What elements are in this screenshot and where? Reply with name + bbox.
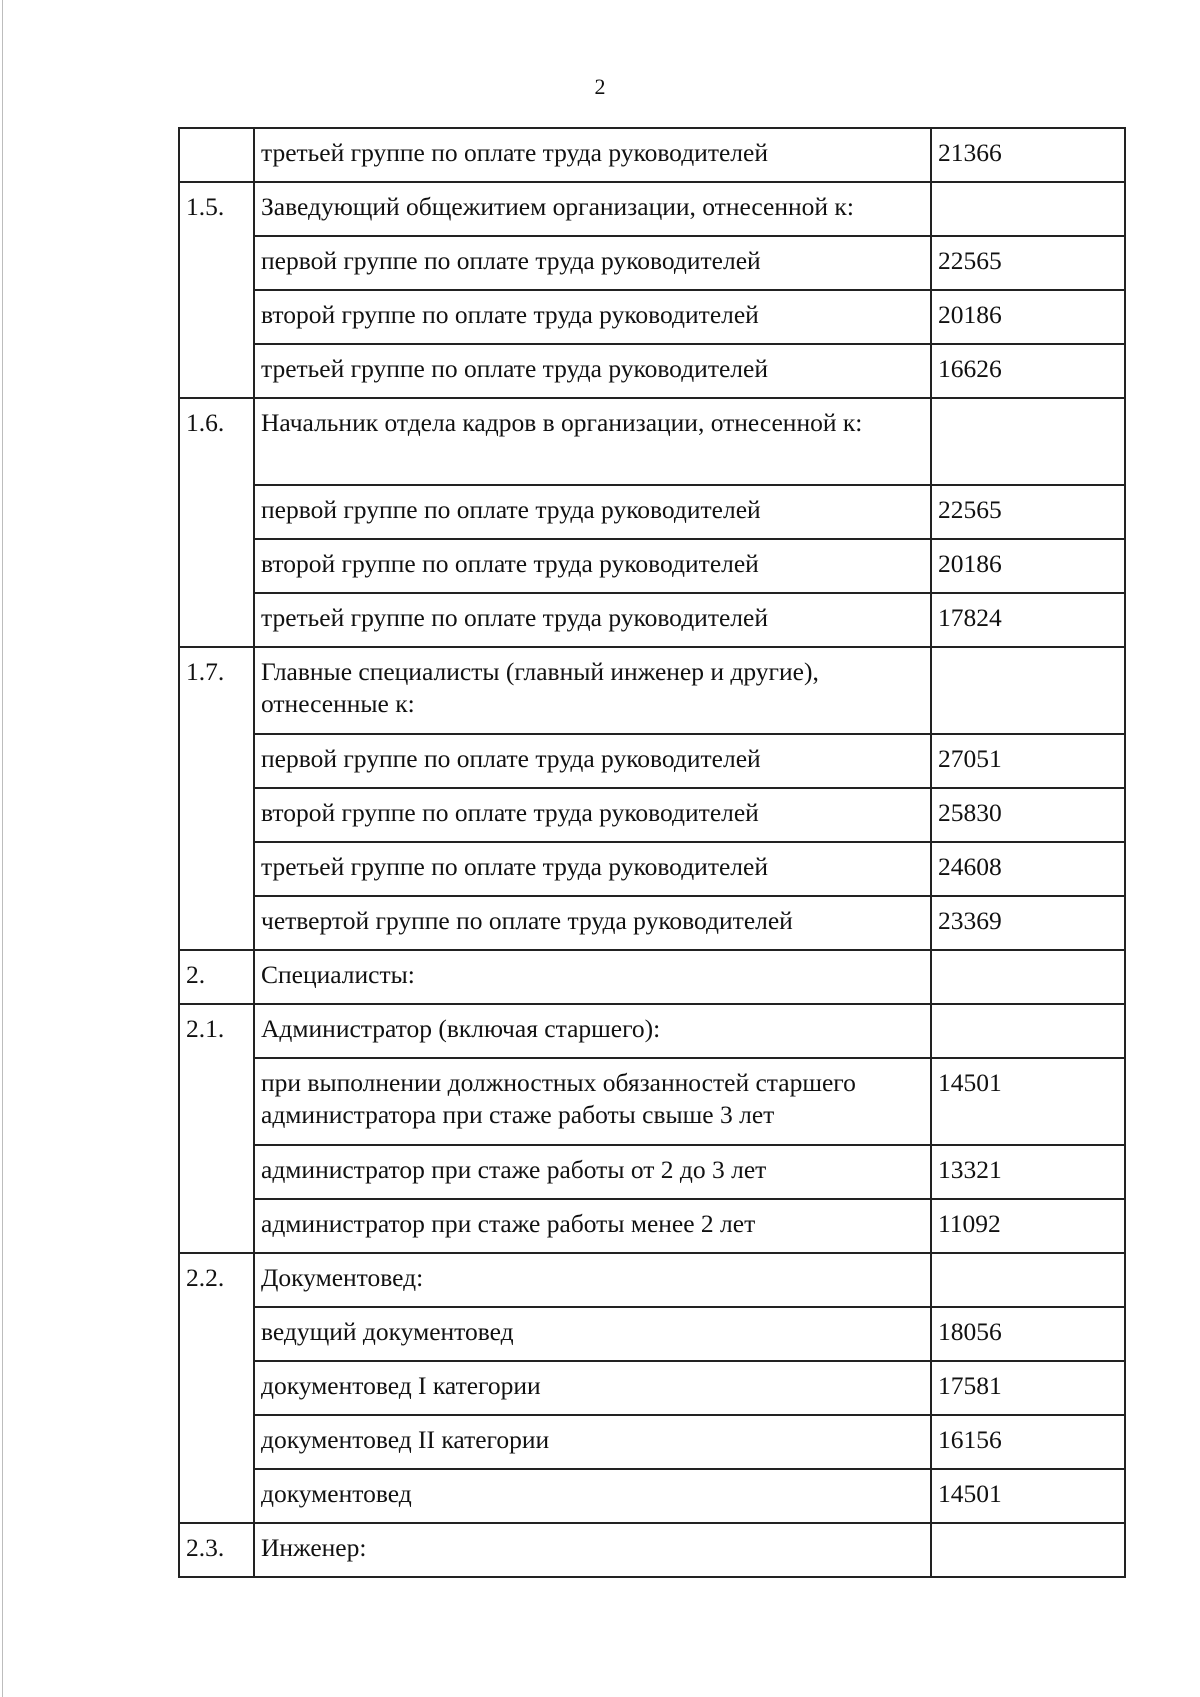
row-salary-cell: 27051 [931,734,1125,788]
table-row [179,734,1125,788]
row-description-cell: третьей группе по оплате труда руководителей [254,842,931,896]
row-description-cell: второй группе по оплате труда руководителей [254,290,931,344]
row-number-cell [179,128,254,182]
row-description-cell: Заведующий общежитием организации, отнесенной к: [254,182,931,236]
salary-table [178,127,1126,1578]
row-description-cell: второй группе по оплате труда руководителей [254,539,931,593]
row-description-cell: Главные специалисты (главный инженер и другие), отнесенные к: [254,647,931,734]
table-row [179,1145,1125,1199]
table-row [179,950,1125,1004]
row-description-cell: Специалисты: [254,950,931,1004]
table-row [179,647,1125,734]
row-number-cell: 2. [179,950,254,1004]
row-description-cell: Администратор (включая старшего): [254,1004,931,1058]
row-description-cell: первой группе по оплате труда руководителей [254,236,931,290]
row-salary-cell [931,182,1125,236]
table-row [179,485,1125,539]
table-row [179,1253,1125,1307]
row-description-cell: документовед [254,1469,931,1523]
row-number-cell: 1.6. [179,398,254,647]
row-description-cell: ведущий документовед [254,1307,931,1361]
row-number-cell: 2.2. [179,1253,254,1523]
page-number: 2 [594,74,606,99]
row-number-cell: 1.7. [179,647,254,950]
table-row [179,1199,1125,1253]
row-description-cell: первой группе по оплате труда руководителей [254,734,931,788]
table-row [179,788,1125,842]
row-description-cell: четвертой группе по оплате труда руководителей [254,896,931,950]
row-description-cell: администратор при стаже работы менее 2 лет [254,1199,931,1253]
row-description-cell: документовед II категории [254,1415,931,1469]
table-row [179,398,1125,485]
scan-edge-line [2,0,3,1697]
row-salary-cell: 22565 [931,485,1125,539]
row-salary-cell: 13321 [931,1145,1125,1199]
row-description-cell: администратор при стаже работы от 2 до 3 лет [254,1145,931,1199]
row-number-cell: 2.3. [179,1523,254,1577]
row-number-cell: 1.5. [179,182,254,398]
row-salary-cell: 14501 [931,1058,1125,1145]
row-description-cell: при выполнении должностных обязанностей старшего администратора при стаже работы свыше 3 лет [254,1058,931,1145]
table-row [179,1004,1125,1058]
row-salary-cell: 21366 [931,128,1125,182]
row-salary-cell: 18056 [931,1307,1125,1361]
row-description-cell: третьей группе по оплате труда руководителей [254,344,931,398]
table-row [179,1307,1125,1361]
row-description-cell: Начальник отдела кадров в организации, отнесенной к: [254,398,931,485]
row-salary-cell: 16626 [931,344,1125,398]
row-salary-cell: 23369 [931,896,1125,950]
table-row [179,290,1125,344]
row-description-cell: третьей группе по оплате труда руководителей [254,128,931,182]
table-row [179,1058,1125,1145]
row-description-cell: Инженер: [254,1523,931,1577]
table-row [179,1469,1125,1523]
table-row [179,236,1125,290]
row-salary-cell: 24608 [931,842,1125,896]
row-salary-cell [931,1253,1125,1307]
table-row [179,593,1125,647]
table-row [179,182,1125,236]
table-row [179,539,1125,593]
row-salary-cell [931,950,1125,1004]
table-row [179,896,1125,950]
row-description-cell: Документовед: [254,1253,931,1307]
row-number-cell: 2.1. [179,1004,254,1253]
row-salary-cell: 17581 [931,1361,1125,1415]
row-salary-cell [931,647,1125,734]
row-salary-cell: 16156 [931,1415,1125,1469]
row-salary-cell: 22565 [931,236,1125,290]
row-salary-cell: 14501 [931,1469,1125,1523]
row-salary-cell: 17824 [931,593,1125,647]
row-salary-cell: 20186 [931,290,1125,344]
row-salary-cell [931,1523,1125,1577]
row-salary-cell: 20186 [931,539,1125,593]
table-row [179,1361,1125,1415]
row-description-cell: документовед I категории [254,1361,931,1415]
row-salary-cell [931,1004,1125,1058]
table-row [179,128,1125,182]
table-row [179,344,1125,398]
row-description-cell: первой группе по оплате труда руководителей [254,485,931,539]
row-description-cell: второй группе по оплате труда руководителей [254,788,931,842]
table-row [179,1415,1125,1469]
table-row [179,842,1125,896]
row-description-cell: третьей группе по оплате труда руководителей [254,593,931,647]
table-row [179,1523,1125,1577]
row-salary-cell: 25830 [931,788,1125,842]
row-salary-cell [931,398,1125,485]
row-salary-cell: 11092 [931,1199,1125,1253]
